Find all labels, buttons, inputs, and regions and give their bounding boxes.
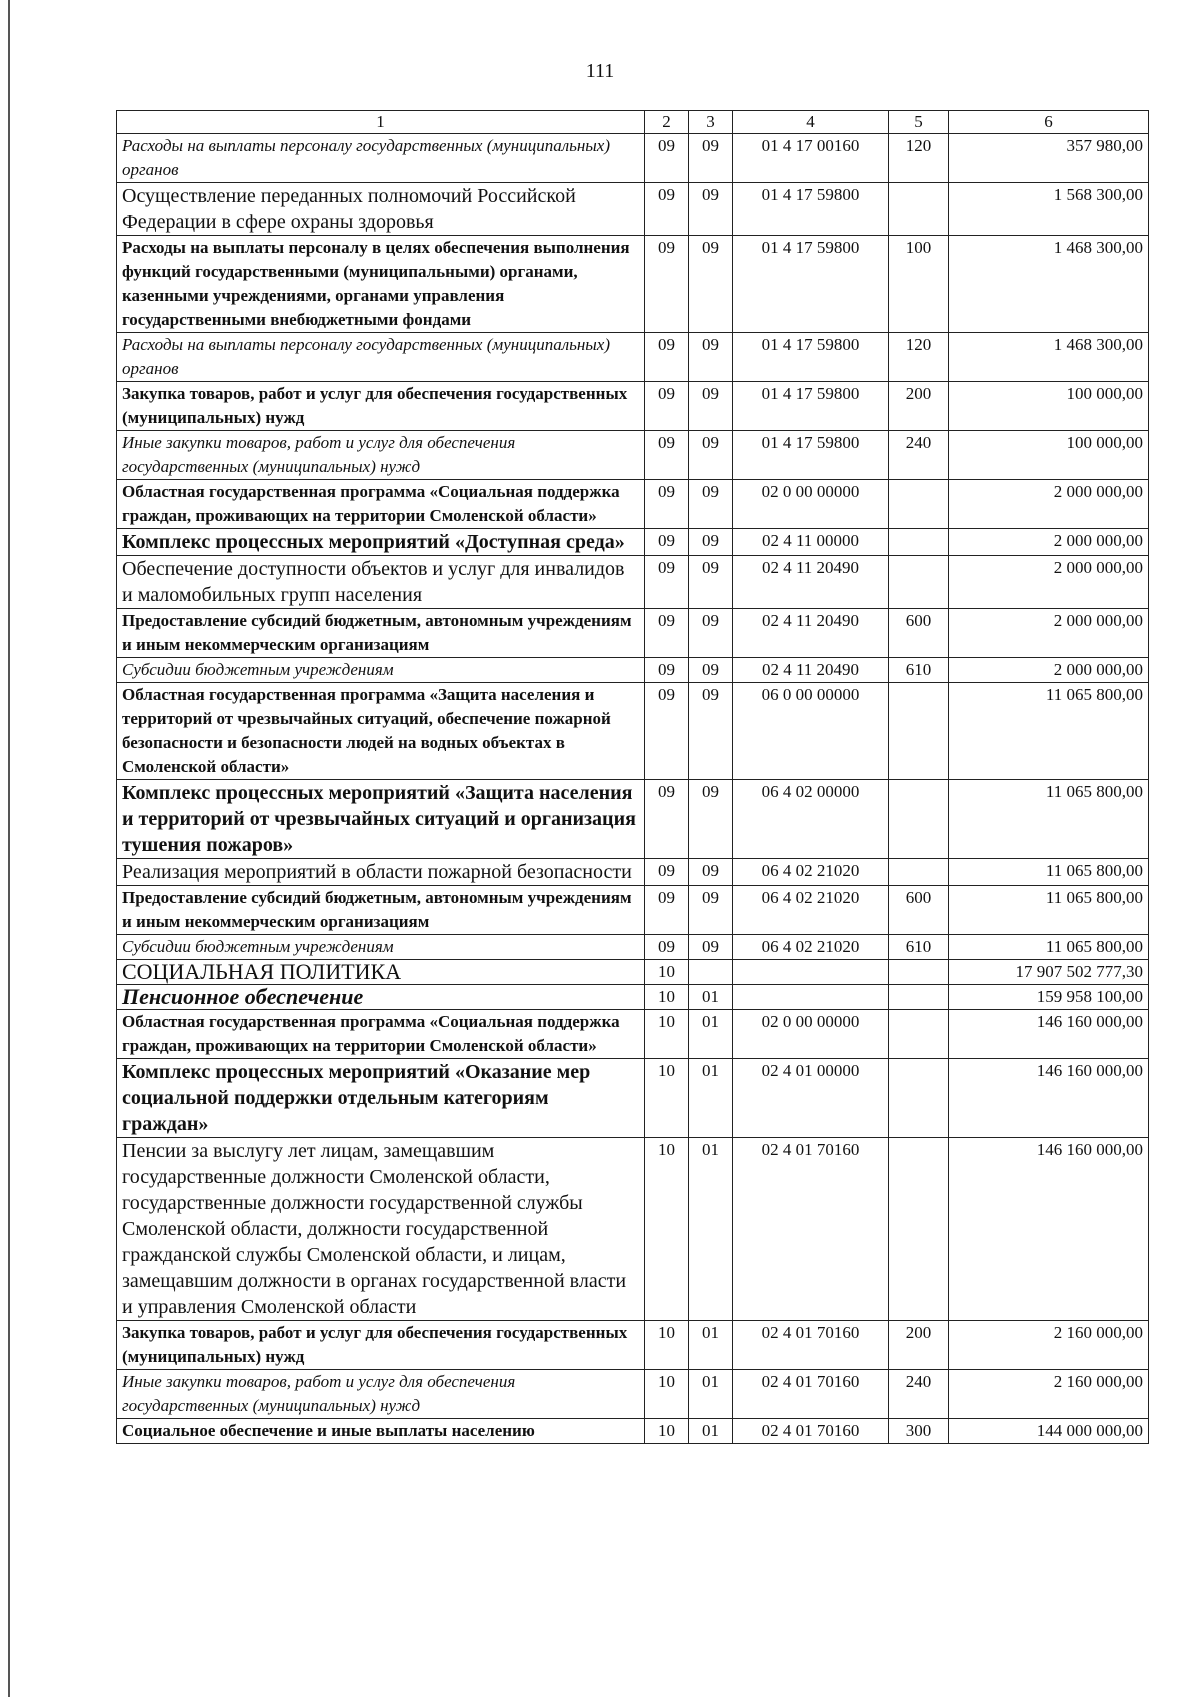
target-article-cell: 02 4 01 00000 (733, 1059, 889, 1138)
item-name-cell: Расходы на выплаты персоналу государственных (муниципальных) органов (117, 333, 645, 382)
item-name-cell: Иные закупки товаров, работ и услуг для обеспечения государственных (муниципальных) нужд (117, 1370, 645, 1419)
table-row (117, 886, 1149, 935)
expense-type-cell: 600 (889, 609, 949, 658)
section-code-cell: 10 (645, 985, 689, 1010)
amount-cell: 2 000 000,00 (949, 480, 1149, 529)
table-row (117, 480, 1149, 529)
subsection-code-cell: 09 (689, 556, 733, 609)
target-article-cell (733, 985, 889, 1010)
amount-cell: 1 468 300,00 (949, 333, 1149, 382)
expense-type-cell (889, 1059, 949, 1138)
amount-cell: 2 000 000,00 (949, 658, 1149, 683)
item-name-cell: Предоставление субсидий бюджетным, автономным учреждениям и иным некоммерческим организациям (117, 886, 645, 935)
section-code-cell: 09 (645, 183, 689, 236)
table-row (117, 333, 1149, 382)
expense-type-cell: 240 (889, 431, 949, 480)
table-body (117, 134, 1149, 1444)
target-article-cell: 06 0 00 00000 (733, 683, 889, 780)
amount-cell: 11 065 800,00 (949, 780, 1149, 859)
table-row (117, 1059, 1149, 1138)
target-article-cell: 01 4 17 00160 (733, 134, 889, 183)
section-code-cell: 10 (645, 1370, 689, 1419)
table-row (117, 1010, 1149, 1059)
subsection-code-cell: 09 (689, 859, 733, 886)
subsection-code-cell: 09 (689, 886, 733, 935)
item-name-cell: Областная государственная программа «Защита населения и территорий от чрезвычайных ситуаций, обеспечение пожарной безопасности и безопасности людей на водных объектах в Смоленской области» (117, 683, 645, 780)
column-header: 5 (889, 111, 949, 134)
amount-cell: 2 000 000,00 (949, 609, 1149, 658)
subsection-code-cell: 01 (689, 1138, 733, 1321)
amount-cell: 357 980,00 (949, 134, 1149, 183)
section-code-cell: 10 (645, 1321, 689, 1370)
item-name-cell: Осуществление переданных полномочий Российской Федерации в сфере охраны здоровья (117, 183, 645, 236)
subsection-code-cell: 09 (689, 609, 733, 658)
target-article-cell: 06 4 02 21020 (733, 886, 889, 935)
target-article-cell: 02 4 11 00000 (733, 529, 889, 556)
expense-type-cell: 120 (889, 333, 949, 382)
target-article-cell: 02 4 11 20490 (733, 556, 889, 609)
amount-cell: 11 065 800,00 (949, 683, 1149, 780)
target-article-cell: 01 4 17 59800 (733, 333, 889, 382)
amount-cell: 2 160 000,00 (949, 1321, 1149, 1370)
page-number: 111 (585, 60, 615, 82)
section-code-cell: 09 (645, 333, 689, 382)
section-code-cell: 09 (645, 683, 689, 780)
section-code-cell: 09 (645, 780, 689, 859)
subsection-code-cell: 01 (689, 1010, 733, 1059)
amount-cell: 17 907 502 777,30 (949, 960, 1149, 985)
item-name-cell: Областная государственная программа «Социальная поддержка граждан, проживающих на территории Смоленской области» (117, 480, 645, 529)
target-article-cell: 01 4 17 59800 (733, 183, 889, 236)
section-code-cell: 09 (645, 236, 689, 333)
item-name-cell: Комплекс процессных мероприятий «Доступная среда» (117, 529, 645, 556)
table-row (117, 1321, 1149, 1370)
expense-type-cell: 100 (889, 236, 949, 333)
amount-cell: 11 065 800,00 (949, 886, 1149, 935)
expense-type-cell: 120 (889, 134, 949, 183)
target-article-cell (733, 960, 889, 985)
amount-cell: 1 468 300,00 (949, 236, 1149, 333)
table-row (117, 236, 1149, 333)
subsection-code-cell: 09 (689, 780, 733, 859)
subsection-code-cell: 01 (689, 1370, 733, 1419)
section-code-cell: 09 (645, 886, 689, 935)
expense-type-cell: 600 (889, 886, 949, 935)
item-name-cell: Комплекс процессных мероприятий «Защита населения и территорий от чрезвычайных ситуаций и организация тушения пожаров» (117, 780, 645, 859)
item-name-cell: Социальное обеспечение и иные выплаты населению (117, 1419, 645, 1444)
subsection-code-cell: 09 (689, 658, 733, 683)
section-code-cell: 09 (645, 480, 689, 529)
item-name-cell: Субсидии бюджетным учреждениям (117, 658, 645, 683)
item-name-cell: Областная государственная программа «Социальная поддержка граждан, проживающих на территории Смоленской области» (117, 1010, 645, 1059)
target-article-cell: 01 4 17 59800 (733, 382, 889, 431)
subsection-code-cell: 09 (689, 134, 733, 183)
table-row (117, 134, 1149, 183)
table-row (117, 431, 1149, 480)
table-row (117, 609, 1149, 658)
expense-type-cell: 610 (889, 658, 949, 683)
subsection-code-cell: 09 (689, 333, 733, 382)
subsection-code-cell: 01 (689, 1321, 733, 1370)
item-name-cell: Иные закупки товаров, работ и услуг для обеспечения государственных (муниципальных) нужд (117, 431, 645, 480)
amount-cell: 2 000 000,00 (949, 529, 1149, 556)
subsection-code-cell: 01 (689, 1059, 733, 1138)
expense-type-cell: 200 (889, 1321, 949, 1370)
target-article-cell: 02 4 11 20490 (733, 609, 889, 658)
table-row (117, 683, 1149, 780)
amount-cell: 2 160 000,00 (949, 1370, 1149, 1419)
item-name-cell: СОЦИАЛЬНАЯ ПОЛИТИКА (117, 960, 645, 985)
expense-type-cell (889, 985, 949, 1010)
subsection-code-cell: 09 (689, 236, 733, 333)
table-row (117, 935, 1149, 960)
expense-type-cell (889, 183, 949, 236)
item-name-cell: Пенсии за выслугу лет лицам, замещавшим государственные должности Смоленской области, государственные должности государственной службы Смоленской области, должности государственной гражданской службы Смоленской области, и лицам, замещавшим должности в органах государственной власти и управления Смоленской области (117, 1138, 645, 1321)
target-article-cell: 06 4 02 21020 (733, 935, 889, 960)
target-article-cell: 02 4 11 20490 (733, 658, 889, 683)
table-row (117, 985, 1149, 1010)
table-row (117, 960, 1149, 985)
column-header: 1 (117, 111, 645, 134)
section-code-cell: 09 (645, 382, 689, 431)
expense-type-cell (889, 683, 949, 780)
table-row (117, 382, 1149, 431)
target-article-cell: 02 4 01 70160 (733, 1321, 889, 1370)
expense-type-cell: 200 (889, 382, 949, 431)
subsection-code-cell: 09 (689, 183, 733, 236)
budget-table (116, 110, 1149, 1444)
table-row (117, 529, 1149, 556)
table-row (117, 658, 1149, 683)
target-article-cell: 06 4 02 21020 (733, 859, 889, 886)
section-code-cell: 09 (645, 529, 689, 556)
expense-type-cell (889, 480, 949, 529)
section-code-cell: 09 (645, 859, 689, 886)
subsection-code-cell: 09 (689, 529, 733, 556)
item-name-cell: Закупка товаров, работ и услуг для обеспечения государственных (муниципальных) нужд (117, 1321, 645, 1370)
target-article-cell: 02 0 00 00000 (733, 480, 889, 529)
expense-type-cell: 300 (889, 1419, 949, 1444)
section-code-cell: 09 (645, 658, 689, 683)
expense-type-cell (889, 556, 949, 609)
expense-type-cell: 610 (889, 935, 949, 960)
item-name-cell: Расходы на выплаты персоналу в целях обеспечения выполнения функций государственными (муниципальными) органами, казенными учреждениями, органами управления государственными внебюджетными фондами (117, 236, 645, 333)
section-code-cell: 09 (645, 556, 689, 609)
expense-type-cell (889, 1138, 949, 1321)
amount-cell: 144 000 000,00 (949, 1419, 1149, 1444)
subsection-code-cell: 09 (689, 382, 733, 431)
section-code-cell: 09 (645, 609, 689, 658)
subsection-code-cell: 09 (689, 683, 733, 780)
target-article-cell: 02 4 01 70160 (733, 1138, 889, 1321)
item-name-cell: Субсидии бюджетным учреждениям (117, 935, 645, 960)
table-row (117, 1138, 1149, 1321)
item-name-cell: Предоставление субсидий бюджетным, автономным учреждениям и иным некоммерческим организациям (117, 609, 645, 658)
table-row (117, 780, 1149, 859)
section-code-cell: 10 (645, 1059, 689, 1138)
table-row (117, 183, 1149, 236)
amount-cell: 11 065 800,00 (949, 859, 1149, 886)
target-article-cell: 02 4 01 70160 (733, 1370, 889, 1419)
target-article-cell: 01 4 17 59800 (733, 236, 889, 333)
amount-cell: 146 160 000,00 (949, 1138, 1149, 1321)
expense-type-cell (889, 960, 949, 985)
table-row (117, 1370, 1149, 1419)
section-code-cell: 09 (645, 431, 689, 480)
column-header: 3 (689, 111, 733, 134)
section-code-cell: 09 (645, 935, 689, 960)
expense-type-cell (889, 859, 949, 886)
amount-cell: 159 958 100,00 (949, 985, 1149, 1010)
subsection-code-cell: 09 (689, 431, 733, 480)
expense-type-cell (889, 780, 949, 859)
item-name-cell: Обеспечение доступности объектов и услуг для инвалидов и маломобильных групп населения (117, 556, 645, 609)
item-name-cell: Закупка товаров, работ и услуг для обеспечения государственных (муниципальных) нужд (117, 382, 645, 431)
target-article-cell: 02 0 00 00000 (733, 1010, 889, 1059)
section-code-cell: 10 (645, 1010, 689, 1059)
amount-cell: 1 568 300,00 (949, 183, 1149, 236)
scan-margin-line (8, 0, 10, 1697)
item-name-cell: Реализация мероприятий в области пожарной безопасности (117, 859, 645, 886)
column-header: 2 (645, 111, 689, 134)
item-name-cell: Пенсионное обеспечение (117, 985, 645, 1010)
table-row (117, 1419, 1149, 1444)
expense-type-cell: 240 (889, 1370, 949, 1419)
target-article-cell: 02 4 01 70160 (733, 1419, 889, 1444)
amount-cell: 146 160 000,00 (949, 1010, 1149, 1059)
target-article-cell: 06 4 02 00000 (733, 780, 889, 859)
subsection-code-cell: 09 (689, 935, 733, 960)
item-name-cell: Комплекс процессных мероприятий «Оказание мер социальной поддержки отдельным категориям граждан» (117, 1059, 645, 1138)
subsection-code-cell: 09 (689, 480, 733, 529)
target-article-cell: 01 4 17 59800 (733, 431, 889, 480)
subsection-code-cell: 01 (689, 1419, 733, 1444)
amount-cell: 2 000 000,00 (949, 556, 1149, 609)
column-header: 4 (733, 111, 889, 134)
amount-cell: 100 000,00 (949, 382, 1149, 431)
column-header: 6 (949, 111, 1149, 134)
table-row (117, 859, 1149, 886)
section-code-cell: 10 (645, 1419, 689, 1444)
expense-type-cell (889, 1010, 949, 1059)
subsection-code-cell (689, 960, 733, 985)
amount-cell: 11 065 800,00 (949, 935, 1149, 960)
amount-cell: 100 000,00 (949, 431, 1149, 480)
section-code-cell: 10 (645, 960, 689, 985)
header-row (117, 111, 1149, 134)
section-code-cell: 09 (645, 134, 689, 183)
expense-type-cell (889, 529, 949, 556)
table-row (117, 556, 1149, 609)
item-name-cell: Расходы на выплаты персоналу государственных (муниципальных) органов (117, 134, 645, 183)
section-code-cell: 10 (645, 1138, 689, 1321)
subsection-code-cell: 01 (689, 985, 733, 1010)
amount-cell: 146 160 000,00 (949, 1059, 1149, 1138)
